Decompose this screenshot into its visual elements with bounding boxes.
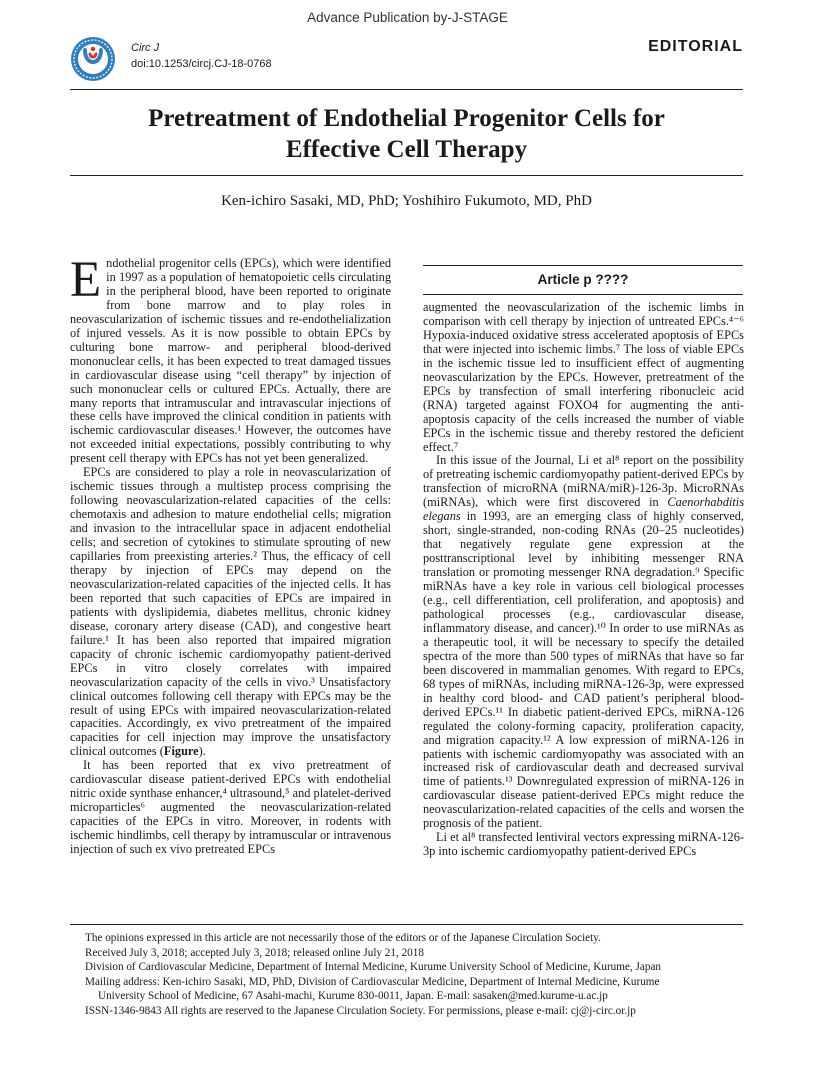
affiliation-note: Division of Cardiovascular Medicine, Department of Internal Medicine, Kurume University School of Medicine, Kurume, Japan <box>85 961 661 974</box>
author-list: Ken-ichiro Sasaki, MD, PhD; Yoshihiro Fukumoto, MD, PhD <box>221 193 592 209</box>
paragraph-1-text: ndothelial progenitor cells (EPCs), which were identified in 1997 as a population of hematopoietic cells circulating in the peripheral blood, have been reported to originate from bone marrow and to play roles in neovascularization of ischemic tissues and re-endothelialization of injured vessels. As it is now possible to obtain EPCs by culturing bone marrow- and peripheral blood-derived mononuclear cells, it has been expected to treat damaged tissues in cardiovascular disease using “cell therapy” by injection of such mononuclear cells or cultured EPCs. Actually, there are many reports that intramuscular and intravascular injections of these cells have improved the clinical condition in patients with ischemic cardiovascular diseases.¹ However, the outcomes have not exceeded initial expectations, possibly contributing to why present cell therapy with EPCs has not yet been generalized. <box>70 256 391 466</box>
disclaimer-note: The opinions expressed in this article are not necessarily those of the editors or of the Japanese Circulation Society. <box>85 932 601 944</box>
paragraph-6: Li et al⁸ transfected lentiviral vectors expressing miRNA-126-3p into ischemic cardiomyopathy patient-derived EPCs <box>423 830 744 859</box>
publication-banner: Advance Publication by-J-STAGE <box>307 10 508 25</box>
right-column <box>423 301 744 859</box>
mailing-address-continued: University School of Medicine, 67 Asahi-machi, Kurume 830-0011, Japan. E-mail: sasaken@med.kurume-u.ac.jp <box>98 990 608 1003</box>
paragraph-3: It has been reported that ex vivo pretreatment of cardiovascular disease patient-derived EPCs with endothelial nitric oxide synthase enhancer,⁴ ultrasound,⁵ and platelet-derived microparticles⁶ augmented the neovascularization-related capacities of the EPCs in vitro. Moreover, in rodents with ischemic hindlimbs, cell therapy by intramuscular or intravenous injection of such ex vivo pretreated EPCs <box>70 758 391 857</box>
left-column <box>70 252 391 857</box>
journal-logo-icon <box>70 36 116 82</box>
section-label: EDITORIAL <box>648 38 743 55</box>
mailing-address-note: Mailing address: Ken-ichiro Sasaki, MD, PhD, Division of Cardiovascular Medicine, Department of Internal Medicine, Kurume <box>85 975 660 988</box>
article-reference-box: Article p ???? <box>423 265 743 295</box>
paragraph-2-end: ). <box>198 744 206 759</box>
article-title <box>70 103 743 165</box>
doi: doi:10.1253/circj.CJ-18-0768 <box>131 58 272 70</box>
paragraph-5-text-b: in 1993, are an emerging class of highly conserved, short, single-stranded, non-coding RNAs (20–25 nucleotides) that negatively regulate gene expression at the posttranscriptional level by inhibiting messenger RNA translation or promoting messenger RNA degradation.⁹ Specific miRNAs have a key role in various cell biological processes (e.g., cell differentiation, cell proliferation, and apoptosis) and pathological processes (e.g., cardiovascular disease, inflammatory disease, and cancer).¹⁰ In order to use miRNAs as a therapeutic tool, it will be necessary to specify the detailed spectra of the more than 500 types of miRNAs that have so far been discovered in mammalian genomes. With regard to EPCs, 68 types of miRNAs, including miRNA-126-3p, were expressed in healthy cord blood- and CAD patient’s peripheral blood-derived EPCs.¹¹ In diabetic patient-derived EPCs, miRNA-126 regulated the colony-forming capacity, proliferation capacity, and migration capacity.¹² A low expression of miRNA-126 in patients with ischemic cardiomyopathy was associated with an increased risk of cardiovascular death and decreased survival time of patients.¹³ Downregulated expression of miRNA-126 in cardiovascular disease patient-derived EPCs might reduce the neovascularization-related capacities of the cells and worsen the prognosis of the patient. <box>423 509 744 831</box>
paragraph-4: augmented the neovascularization of the ischemic limbs in comparison with cell therapy by injection of untreated EPCs.⁴⁻⁶ Hypoxia-induced oxidative stress accelerated apoptosis of EPCs that were injected into ischemic limbs.⁷ The loss of viable EPCs in the ischemic tissue led to insufficient effect of augmenting neovascularization by the EPCs. However, pretreatment of the EPCs by transfection of small interfering ribonucleic acid (RNA) targeted against FOXO4 for augmenting the anti-apoptosis capacity of the cells increased the number of viable EPCs in the ischemic tissue and thereby restored the deficient effect.⁷ <box>423 300 744 454</box>
dates-note: Received July 3, 2018; accepted July 3, 2018; released online July 21, 2018 <box>85 946 424 959</box>
issn-note: ISSN-1346-9843 All rights are reserved to the Japanese Circulation Society. For permissions, please e-mail: cj@j-circ.or.jp <box>85 1004 636 1017</box>
header-divider <box>70 89 743 90</box>
figure-reference: Figure <box>163 744 199 759</box>
drop-cap: E <box>70 252 102 308</box>
title-line-2: Effective Cell Therapy <box>285 136 528 163</box>
species-name: Caenorhabditis elegans <box>423 495 744 524</box>
footnotes <box>85 931 743 1019</box>
footnote-divider <box>70 924 743 925</box>
paragraph-5 <box>423 454 744 831</box>
title-line-1: Pretreatment of Endothelial Progenitor Cells for <box>148 105 665 132</box>
paragraph-2 <box>70 466 391 759</box>
title-divider <box>70 175 743 176</box>
paragraph-2-text: EPCs are considered to play a role in neovascularization of ischemic tissues through a multistep process comprising the following neovascularization-related capacities of the cells: chemotaxis and adhesion to mature endothelial cells; migration and invasion to the intracellular space in adjacent endothelial cells; and secretion of cytokines to stimulate sprouting of new capillaries from preexisting arteries.² Thus, the efficacy of cell therapy by injection of EPCs may depend on the neovascularization-related capacities of the injected cells. It has been reported that such capacities of EPCs are impaired in patients with dyslipidemia, diabetes mellitus, chronic kidney disease, coronary artery disease (CAD), and congestive heart failure.¹ It has been also reported that impaired migration capacity of chronic ischemic cardiomyopathy patient-derived EPCs in vitro closely correlates with impaired neovascularization capacity of the cells in vivo.³ Unsatisfactory clinical outcomes following cell therapy with EPCs may be the result of using EPCs with impaired neovascularization-related capacities. Accordingly, ex vivo pretreatment of the impaired capacities for cell injection may improve the unsatisfactory clinical outcomes ( <box>70 465 391 759</box>
paragraph-5-text-a: In this issue of the Journal, Li et al⁸ report on the possibility of pretreating ischemic cardiomyopathy patient-derived EPCs by transfection of microRNA (miRNA/miR)-126-3p. MicroRNAs (miRNAs), which were first discovered in <box>423 453 744 510</box>
journal-name: Circ J <box>131 42 160 54</box>
paragraph-1 <box>70 252 391 466</box>
